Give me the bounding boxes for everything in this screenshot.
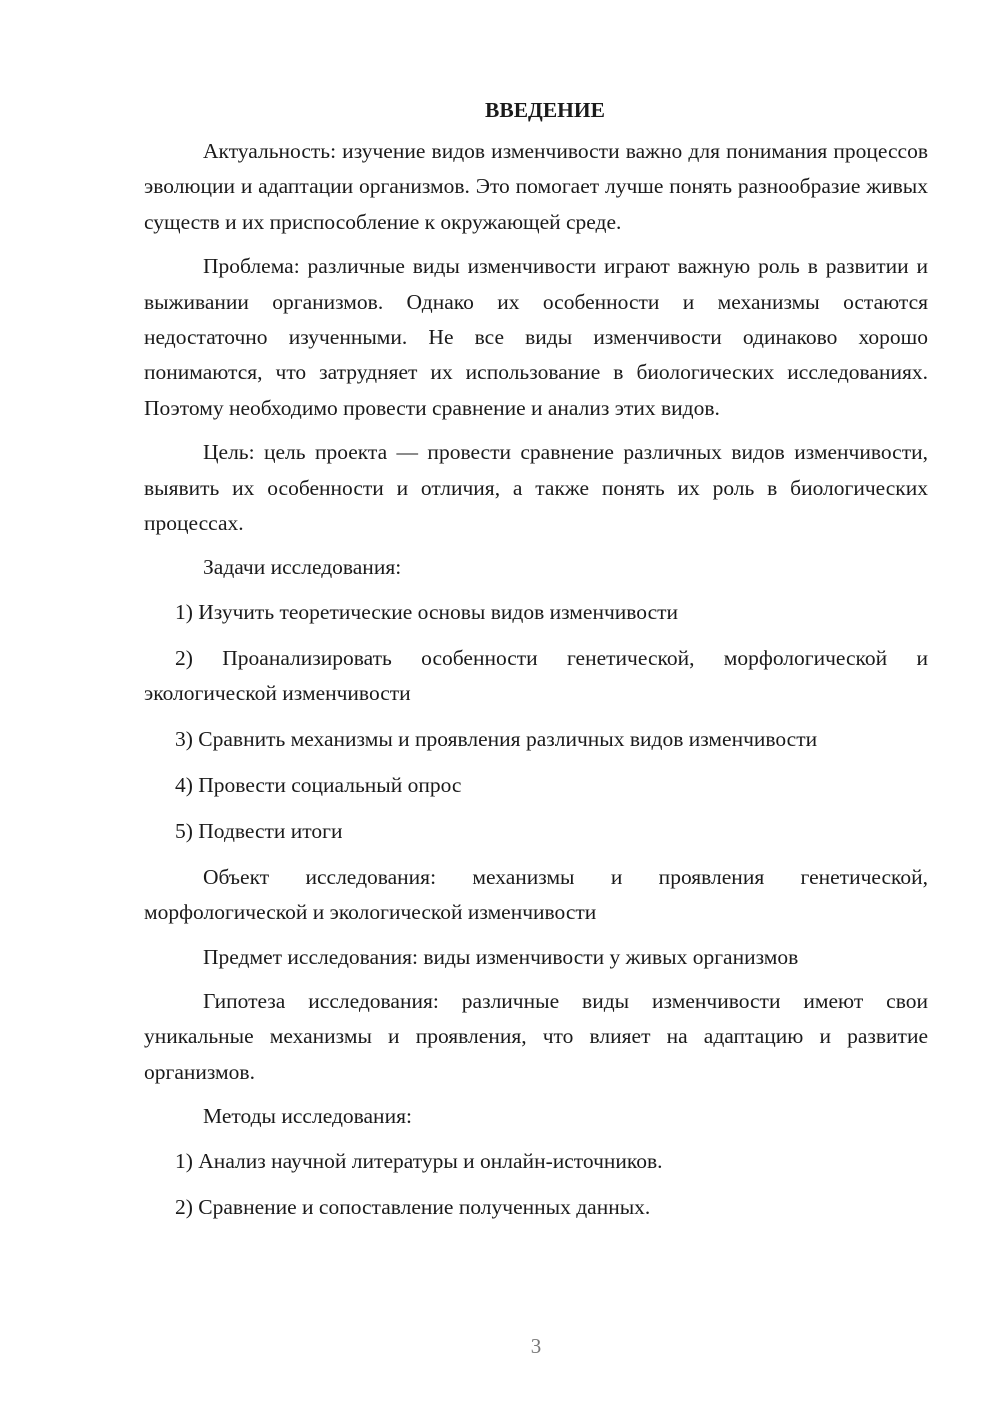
method-item-1: 1) Анализ научной литературы и онлайн-источников. [175,1148,663,1173]
methods-title: Методы исследования: [203,1104,412,1129]
goal-paragraph: Цель: цель проекта — провести сравнение различных видов изменчивости, выявить их особенности и отличия, а также понять их роль в биологических процессах. [144,440,928,536]
relevance-paragraph: Актуальность: изучение видов изменчивости важно для понимания процессов эволюции и адаптации организмов. Это помогает лучше понять разнообразие живых существ и их приспособление к окружающей среде. [144,139,928,234]
problem-paragraph: Проблема: различные виды изменчивости играют важную роль в развитии и выживании организмов. Однако их особенности и механизмы остаются недостаточно изученными. Не все виды изменчивости одинаково хорошо понимаются, что затрудняет их использование в биологических исследованиях. Поэтому необходимо провести сравнение и анализ этих видов. [144,254,928,420]
subject-paragraph: Предмет исследования: виды изменчивости у живых организмов [203,944,799,969]
page-number: 3 [530,1334,542,1358]
hypothesis-paragraph: Гипотеза исследования: различные виды изменчивости имеют свои уникальные механизмы и проявления, что влияет на адаптацию и развитие организмов. [144,989,928,1084]
task-item-4: 4) Провести социальный опрос [175,773,462,797]
tasks-title: Задачи исследования: [203,555,402,580]
task-item-5: 5) Подвести итоги [175,818,343,843]
task-item-1: 1) Изучить теоретические основы видов изменчивости [175,599,679,624]
method-item-2: 2) Сравнение и сопоставление полученных данных. [175,1194,651,1219]
task-item-2: 2) Проанализировать особенности генетической, морфологической и экологической изменчивости [144,645,928,706]
object-paragraph: Объект исследования: механизмы и проявления генетической, морфологической и экологической изменчивости [144,864,928,925]
section-heading: ВВЕДЕНИЕ [485,98,605,122]
document-body [144,92,928,1235]
task-item-3: 3) Сравнить механизмы и проявления различных видов изменчивости [175,727,818,752]
